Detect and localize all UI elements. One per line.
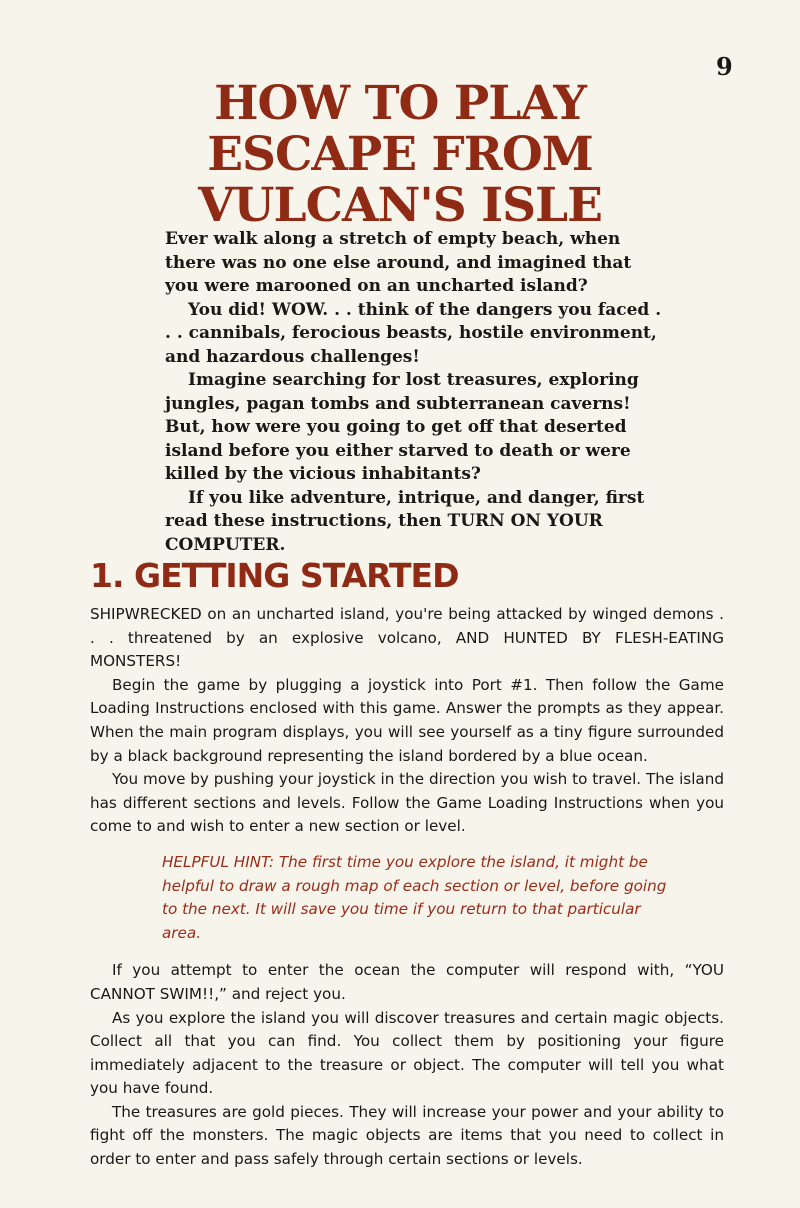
title-line-2: ESCAPE FROM (207, 127, 593, 182)
body-paragraph-2: Begin the game by plugging a joystick into Port #1. Then follow the Game Loading Instructions enclosed with this game. Answer the prompts as they appear. When the main program displays, you will see yourself as a tiny figure surrounded by a black background representing the island bordered by a blue ocean. (90, 675, 724, 765)
intro-paragraph-2: You did! WOW. . . think of the dangers you faced . . . cannibals, ferocious beasts, hostile environment, and hazardous challenges! (165, 299, 662, 367)
helpful-hint: HELPFUL HINT: The first time you explore the island, it might be helpful to draw a rough map of each section or level, before going to the next. It will save you time if you return to that particular area. (162, 852, 667, 942)
body-paragraph-4: If you attempt to enter the ocean the computer will respond with, “YOU CANNOT SWIM!!,” and reject you. (90, 961, 724, 1003)
page-title (0, 0, 800, 231)
page-number: 9 (716, 52, 733, 81)
section-body (90, 603, 724, 1172)
title-line-3: VULCAN'S ISLE (198, 178, 602, 233)
body-paragraph-6: The treasures are gold pieces. They will increase your power and your ability to fight off the monsters. The magic objects are items that you need to collect in order to enter and pass safely through certain sections or levels. (90, 1102, 724, 1169)
intro-paragraph-1: Ever walk along a stretch of empty beach, when there was no one else around, and imagined that you were marooned on an uncharted island? (165, 229, 632, 296)
body-paragraph-1: SHIPWRECKED on an uncharted island, you're being attacked by winged demons . . . threatened by an explosive volcano, AND HUNTED BY FLESH-EATING MONSTERS! (90, 605, 724, 671)
body-paragraph-3: You move by pushing your joystick in the direction you wish to travel. The island has different sections and levels. Follow the Game Loading Instructions when you come to and wish to enter a new section or level. (90, 770, 724, 836)
title-line-1: HOW TO PLAY (214, 76, 586, 131)
intro-text (165, 228, 665, 557)
intro-paragraph-4: If you like adventure, intrique, and danger, first read these instructions, then TURN ON YOUR COMPUTER. (165, 487, 645, 555)
body-paragraph-5: As you explore the island you will discover treasures and certain magic objects. Collect all that you can find. You collect them by positioning your figure immediately adjacent to the treasure or object. The computer will tell you what you have found. (90, 1008, 724, 1098)
section-heading: 1. GETTING STARTED (90, 556, 459, 595)
intro-paragraph-3: Imagine searching for lost treasures, exploring jungles, pagan tombs and subterranean caverns! But, how were you going to get off that deserted island before you either starved to death or were killed by the vicious inhabitants? (165, 370, 639, 484)
